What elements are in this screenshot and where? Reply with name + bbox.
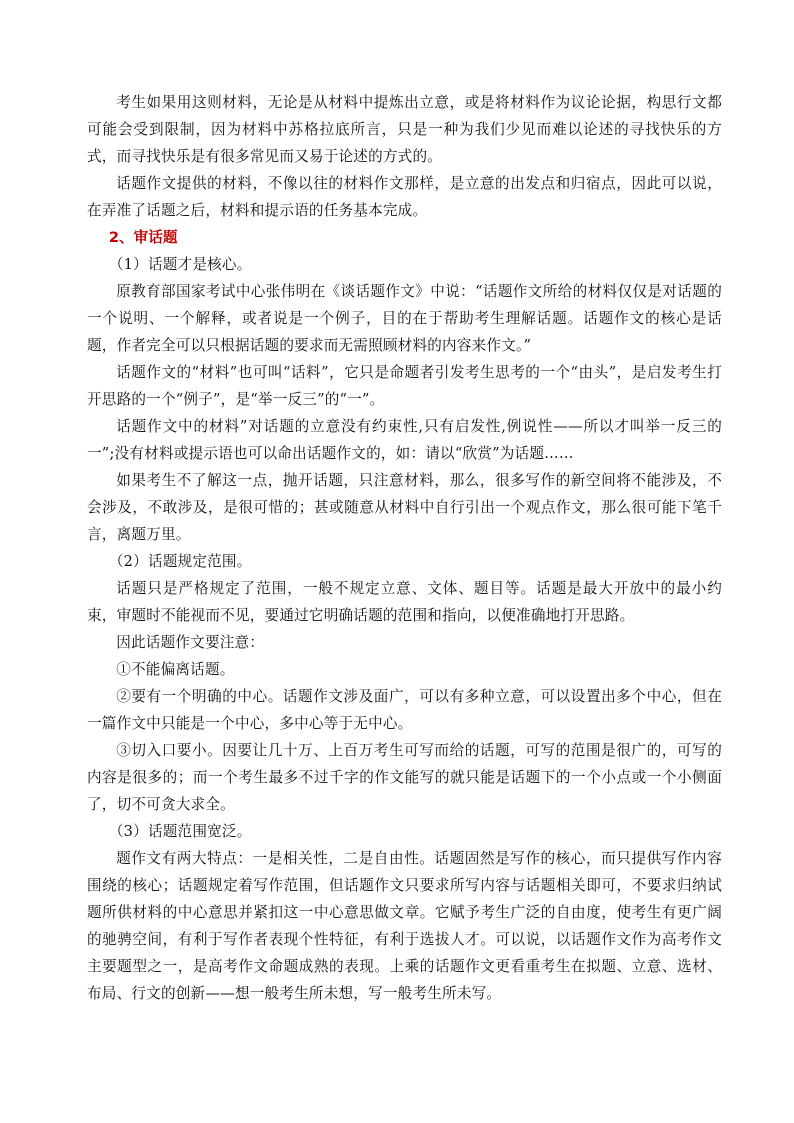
paragraph: 话题作文的“材料”也可叫“话料”，它只是命题者引发考生思考的一个“由头”，是启发考生打开思路的一个“例子”，是“举一反三”的“一”。 [87,364,722,408]
list-item: ②要有一个明确的中心。话题作文涉及面广，可以有多种立意，可以设置出多个中心，但在一篇作文中只能是一个中心，多中心等于无中心。 [87,688,722,732]
paragraph: 考生如果用这则材料，无论是从材料中提炼出立意，或是将材料作为议论论据，构思行文都可能会受到限制，因为材料中苏格拉底所言，只是一种为我们少见而难以论述的寻找快乐的方式，而寻找快乐是有很多常见而又易于论述的方式的。 [87,94,722,165]
list-item: ③切入口要小。因要让几十万、上百万考生可写而给的话题，可写的范围是很广的，可写的内容是很多的；而一个考生最多不过千字的作文能写的就只能是话题下的一个小点或一个小侧面了，切不可贪大求全。 [87,742,722,813]
subsection-title: （1）话题才是核心。 [108,256,252,273]
paragraph: 话题作文提供的材料，不像以往的材料作文那样，是立意的出发点和归宿点，因此可以说，在弄准了话题之后，材料和提示语的任务基本完成。 [87,175,722,219]
paragraph: 原教育部国家考试中心张伟明在《谈话题作文》中说：“话题作文所给的材料仅仅是对话题的一个说明、一个解释，或者说是一个例子，目的在于帮助考生理解话题。话题作文的核心是话题，作者完全可以只根据话题的要求而无需照顾材料的内容来作文。” [87,283,722,354]
subsection-title: （3）话题范围宽泛。 [108,823,252,840]
section-heading: 2、审话题 [108,229,178,246]
paragraph: 如果考生不了解这一点，抛开话题，只注意材料，那么，很多写作的新空间将不能涉及，不会涉及，不敢涉及，是很可惜的；甚或随意从材料中自行引出一个观点作文，那么很可能下笔千言，离题万里。 [87,472,722,543]
subsection-title: （2）话题规定范围。 [108,553,252,570]
paragraph: 话题作文中的材料”对话题的立意没有约束性,只有启发性,例说性——所以才叫举一反三的一”;没有材料或提示语也可以命出话题作文的，如：请以“欣赏”为话题…… [87,418,722,462]
list-item: ①不能偏离话题。 [116,661,235,678]
paragraph: 题作文有两大特点：一是相关性，二是自由性。话题固然是写作的核心，而只提供写作内容围绕的核心；话题规定着写作范围，但话题作文只要求所写内容与话题相关即可，不要求归纳试题所供材料的中心意思并紧扣这一中心意思做文章。它赋予考生广泛的自由度，使考生有更广阔的驰骋空间，有利于写作者表现个性特征，有利于选拔人才。可以说，以话题作文作为高考作文主要题型之一，是高考作文命题成熟的表现。上乘的话题作文更看重考生在拟题、立意、选材、布局、行文的创新——想一般考生所未想，写一般考生所未写。 [87,850,722,1002]
paragraph: 因此话题作文要注意： [116,634,265,651]
paragraph: 话题只是严格规定了范围，一般不规定立意、文体、题目等。话题是最大开放中的最小约束，审题时不能视而不见，要通过它明确话题的范围和指向，以便准确地打开思路。 [87,580,722,624]
